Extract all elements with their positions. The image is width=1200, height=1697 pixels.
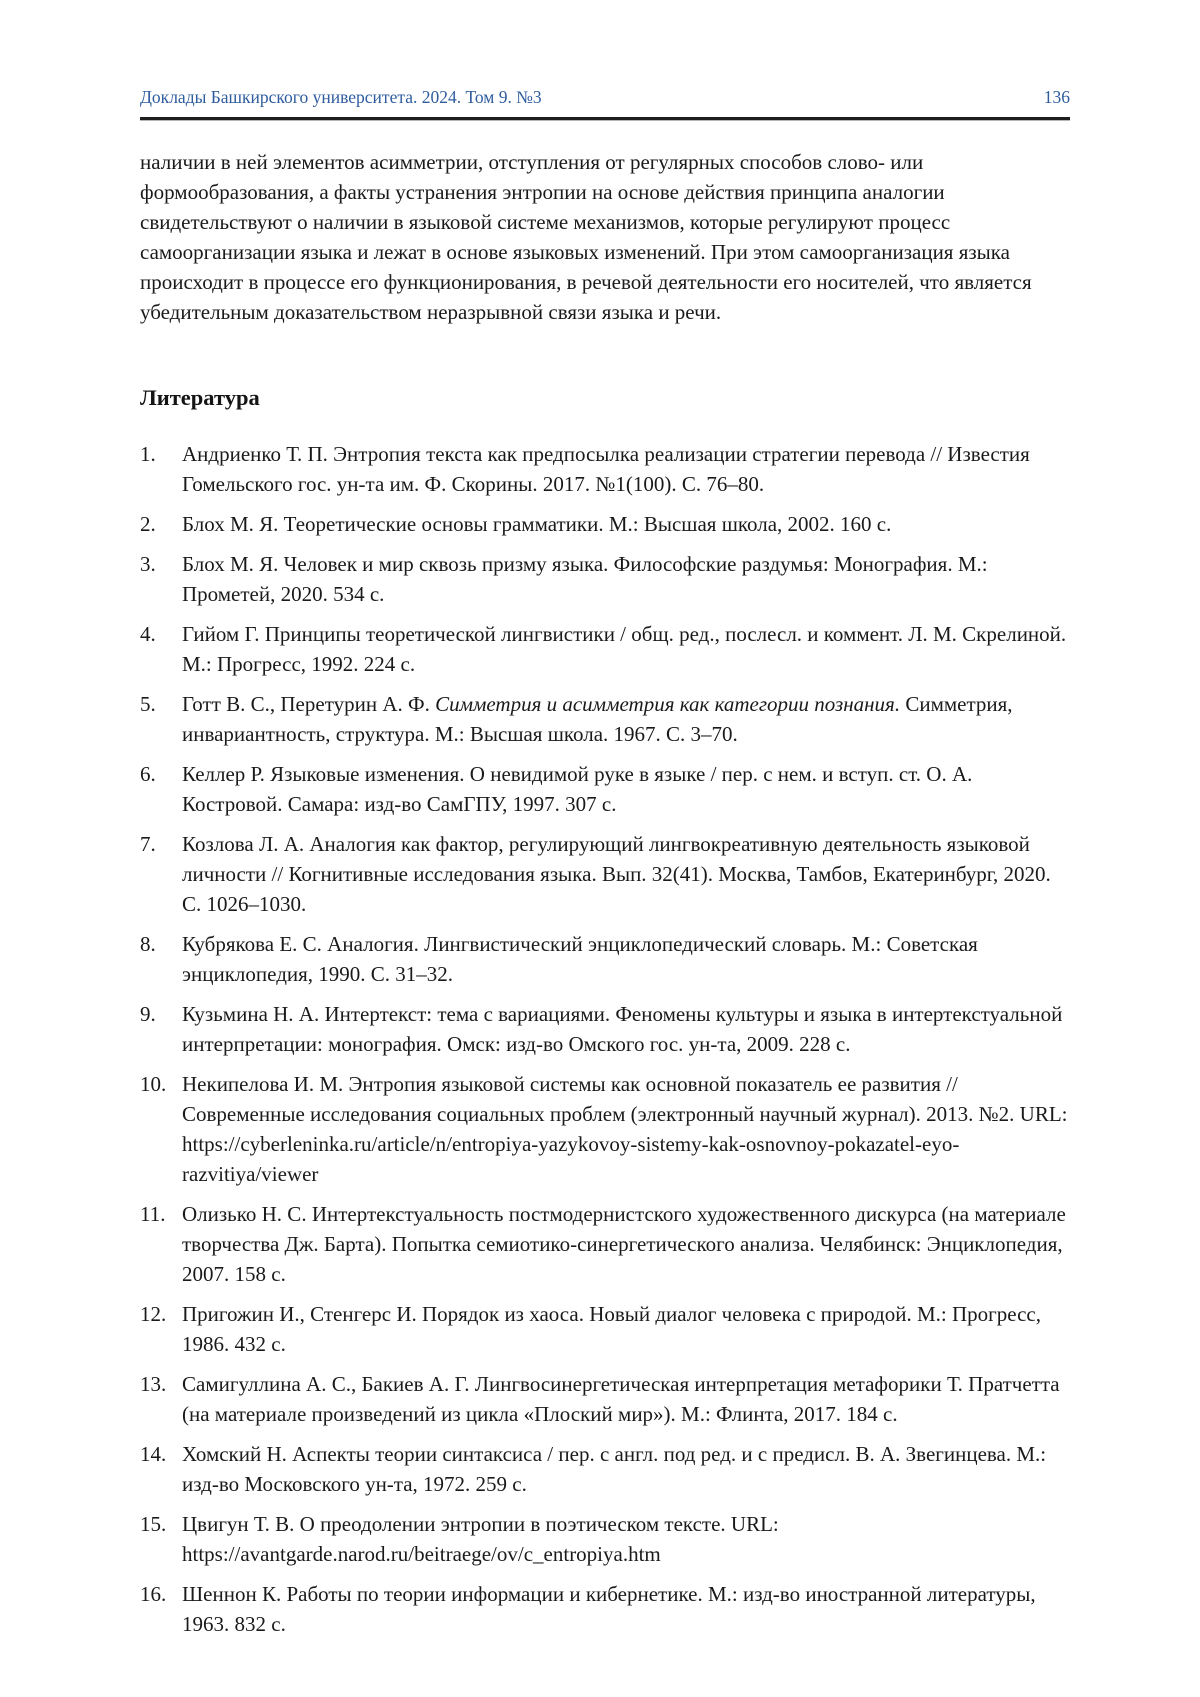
reference-number: 12. [140,1302,167,1326]
page-number: 136 [1043,87,1070,107]
reference-item [140,929,1070,989]
header-rule [140,117,1070,120]
reference-item [140,509,1070,539]
reference-number: 15. [140,1512,167,1536]
reference-number: 4. [140,622,156,646]
reference-number: 11. [140,1202,166,1226]
reference-number: 2. [140,512,156,536]
reference-text: Шеннон К. Работы по теории информации и кибернетике. М.: изд-во иностранной литературы, 1963. 832 с. [182,1582,1036,1636]
reference-text: Блох М. Я. Человек и мир сквозь призму языка. Философские раздумья: Монография. М.: Прометей, 2020. 534 с. [182,552,988,606]
reference-number: 8. [140,932,156,956]
reference-text: Келлер Р. Языковые изменения. О невидимой руке в языке / пер. с нем. и вступ. ст. О. А. Костровой. Самара: изд-во СамГПУ, 1997. 307 с. [182,762,973,816]
reference-text: Хомский Н. Аспекты теории синтаксиса / пер. с англ. под ред. и с предисл. В. А. Звегинцева. М.: изд-во Московского ун-та, 1972. 259 с. [182,1442,1047,1496]
reference-item [140,829,1070,919]
reference-item [140,759,1070,819]
reference-item [140,1299,1070,1359]
reference-item [140,1579,1070,1639]
reference-item [140,1369,1070,1429]
reference-number: 3. [140,552,156,576]
reference-text: Андриенко Т. П. Энтропия текста как предпосылка реализации стратегии перевода // Известия Гомельского гос. ун-та им. Ф. Скорины. 2017. №1(100). С. 76–80. [182,442,1030,496]
reference-text: Блох М. Я. Теоретические основы грамматики. М.: Высшая школа, 2002. 160 с. [182,512,892,536]
reference-text: Олизько Н. С. Интертекстуальность постмодернистского художественного дискурса (на материале творчества Дж. Барта). Попытка семиотико-синергетического анализа. Челябинск: Энциклопедия, 2007. 158 с. [182,1202,1066,1286]
reference-number: 9. [140,1002,156,1026]
reference-item [140,619,1070,679]
reference-number: 5. [140,692,156,716]
reference-item [140,1069,1070,1189]
reference-text: Цвигун Т. В. О преодолении энтропии в поэтическом тексте. URL: https://avantgarde.narod.ru/beitraege/ov/c_entropiya.htm [182,1512,779,1566]
reference-text: Козлова Л. А. Аналогия как фактор, регулирующий лингвокреативную деятельность языковой личности // Когнитивные исследования языка. Вып. 32(41). Москва, Тамбов, Екатеринбург, 2020. С. 1026–1030. [182,832,1051,916]
reference-number: 10. [140,1072,167,1096]
reference-item [140,1199,1070,1289]
reference-number: 13. [140,1372,167,1396]
journal-title: Доклады Башкирского университета. 2024. Том 9. №3 [140,87,542,107]
reference-number: 1. [140,442,156,466]
reference-text: Кузьмина Н. А. Интертекст: тема с вариациями. Феномены культуры и языка в интертекстуальной интерпретации: монография. Омск: изд-во Омского гос. ун-та, 2009. 228 с. [182,1002,1063,1056]
reference-number: 14. [140,1442,167,1466]
reference-item [140,999,1070,1059]
reference-text: Самигуллина А. С., Бакиев А. Г. Лингвосинергетическая интерпретация метафорики Т. Пратчетта (на материале произведений из цикла «Плоский мир»). М.: Флинта, 2017. 184 с. [182,1372,1060,1426]
reference-text: Гийом Г. Принципы теоретической лингвистики / общ. ред., послесл. и коммент. Л. М. Скрелиной. М.: Прогресс, 1992. 224 с. [182,622,1067,676]
reference-number: 16. [140,1582,167,1606]
reference-item [140,1439,1070,1499]
reference-item [140,439,1070,499]
reference-item [140,689,1070,749]
body-paragraph: наличии в ней элементов асимметрии, отступления от регулярных способов слово- или формообразования, а факты устранения энтропии на основе действия принципа аналогии свидетельствуют о наличии в языковой системе механизмов, которые регулируют процесс самоорганизации языка и лежат в основе языковых изменений. При этом самоорганизация языка происходит в процессе его функционирования, в речевой деятельности его носителей, что является убедительным доказательством неразрывной связи языка и речи. [140,150,1032,324]
reference-item [140,1509,1070,1569]
reference-text: Пригожин И., Стенгерс И. Порядок из хаоса. Новый диалог человека с природой. М.: Прогресс, 1986. 432 с. [182,1302,1041,1356]
reference-number: 6. [140,762,156,786]
running-header [140,86,1070,108]
references-heading: Литература [140,385,260,410]
reference-text: Некипелова И. М. Энтропия языковой системы как основной показатель ее развития // Современные исследования социальных проблем (электронный научный журнал). 2013. №2. URL: https://cyberleninka.ru/article/n/entropiya-yazykovoy-sistemy-kak-osnovnoy-pokazatel-eyo-razvitiya/viewer [182,1072,1068,1186]
references-list [140,439,1070,1639]
reference-item [140,549,1070,609]
reference-number: 7. [140,832,156,856]
reference-text: Кубрякова Е. С. Аналогия. Лингвистический энциклопедический словарь. М.: Советская энциклопедия, 1990. С. 31–32. [182,932,978,986]
reference-text: Готт В. С., Перетурин А. Ф. Симметрия и асимметрия как категории познания. Симметрия, инвариантность, структура. М.: Высшая школа. 1967. С. 3–70. [182,692,1013,746]
